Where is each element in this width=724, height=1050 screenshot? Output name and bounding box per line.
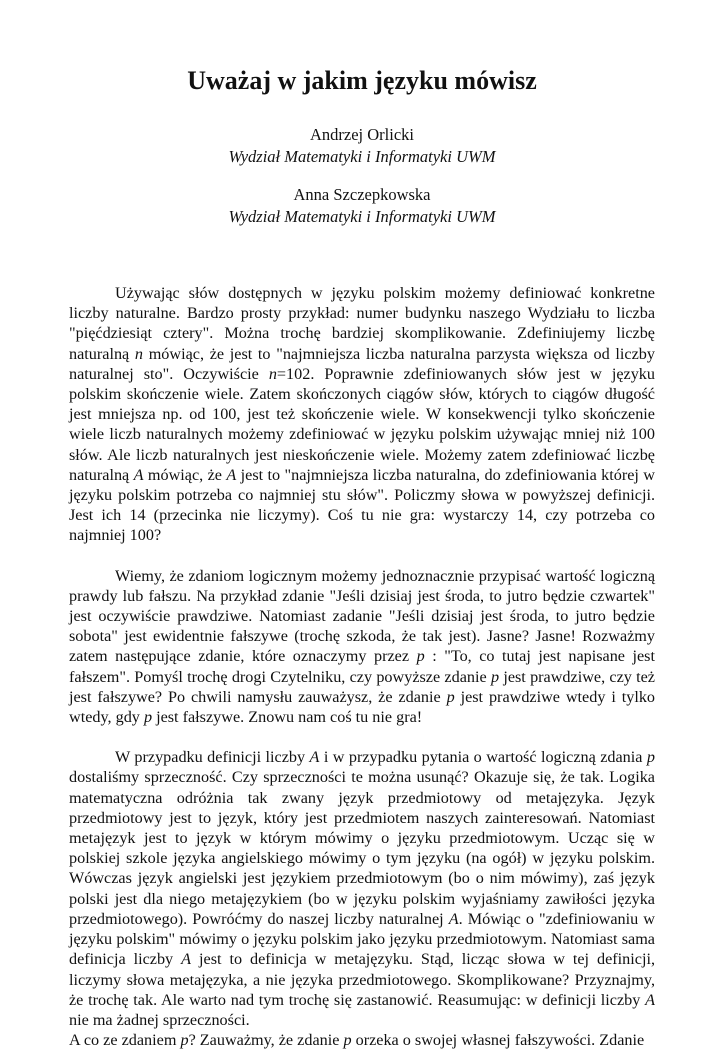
math-symbol: p xyxy=(646,748,655,767)
text-span: Używając słów dostępnych w języku polskim możemy definiować konkretne liczby naturalne. Bardzo prosty przykład: numer budynku naszego Wydziału to liczba "pięćdziesiąt cztery". Można trochę bardziej skomplikowanie. Zdefiniujemy liczbę naturalną xyxy=(69,284,655,363)
text-span: orzeka o swojej własnej fałszywości. Zdanie xyxy=(351,1031,645,1050)
text-span: =102. Poprawnie zdefiniowanych słów jest w języku polskim skończenie wiele. Zatem skończonych ciągów słów, których to ciągów długość jest mniejsza np. od 100, jest też skończenie wiele. W konsekwencji tylko skończenie wiele liczb naturalnych możemy zdefiniować w języku polskim używając mniej niż 100 słów. Ale liczb naturalnych jest nieskończenie wiele. Możemy zatem zdefiniować liczbę naturalną xyxy=(69,364,655,484)
text-span: mówiąc, że xyxy=(143,465,227,484)
text-span: jest prawdziwe wtedy i tylko wtedy, gdy xyxy=(69,687,656,727)
math-symbol: A xyxy=(133,465,144,484)
math-symbol: p xyxy=(143,708,153,727)
text-span: jest to definicja w metajęzyku. Stąd, licząc słowa w tej definicji, liczymy słowa metajęzyka, a nie języka przedmiotowego. Skomplikowane? Przyznajmy, że trochę tak. Ale warto nad tym trochę się zastanowić. Reasumując: w definicji liczby xyxy=(69,950,655,1009)
text-span: A co ze zdaniem xyxy=(69,1031,181,1050)
text-span: : "To, co tutaj jest napisane jest fałszem". Pomyśl trochę drogi Czytelniku, czy powyższe zdanie xyxy=(69,647,655,686)
text-span: i w przypadku pytania o wartość logiczną zdania xyxy=(319,748,647,767)
math-symbol: A xyxy=(309,748,320,767)
author-name: Andrzej Orlicki xyxy=(309,125,414,144)
text-span: jest to "najmniejsza liczba naturalna, do zdefiniowania której w języku polskim potrzeba co najmniej stu słów". Policzmy słowa w powyższej definicji. Jest ich 14 (przecinka nie liczymy). Coś tu nie gra: wystarczy 14, czy potrzeba co najmniej 100? xyxy=(69,465,655,545)
paragraph-2 xyxy=(69,566,655,728)
author-name: Anna Szczepkowska xyxy=(293,185,431,204)
math-symbol: p xyxy=(446,687,455,706)
math-symbol: p xyxy=(343,1031,352,1050)
paragraph-3 xyxy=(69,747,655,1030)
math-symbol: A xyxy=(645,990,655,1009)
author-affiliation: Wydział Matematyki i Informatyki UWM xyxy=(228,207,496,226)
text-span: nie ma żadnej sprzeczności. xyxy=(69,1010,250,1029)
text-span: Wiemy, że zdaniom logicznym możemy jednoznacznie przypisać wartość logiczną prawdy lub fałszu. Na przykład zdanie "Jeśli dzisiaj jest środa, to jutro będzie czwartek" jest oczywiście prawdziwe. Natomiast zadanie "Jeśli dzisiaj jest środa, to jutro będzie sobota" jest ewidentnie fałszywe (trochę szkoda, że tak jest). Jasne? Jasne! Rozważmy zatem następujące zdanie, które oznaczymy przez xyxy=(69,566,655,666)
text-span: . Mówiąc o "zdefiniowaniu w języku polskim" mówimy o języku polskim jako języku przedmiotowym. Natomiast sama definicja liczby xyxy=(69,909,655,969)
author-affiliation: Wydział Matematyki i Informatyki UWM xyxy=(228,147,496,166)
paragraph-1 xyxy=(69,283,655,546)
author-block-1 xyxy=(0,124,724,168)
math-symbol: p xyxy=(416,647,425,666)
math-symbol: p xyxy=(490,667,500,686)
text-span: W przypadku definicji liczby xyxy=(115,748,310,767)
article-body xyxy=(69,283,655,1050)
text-span: ? Zauważmy, że zdanie xyxy=(188,1031,344,1050)
math-symbol: A xyxy=(226,465,237,484)
math-symbol: p xyxy=(180,1031,189,1050)
paper-title: Uważaj w jakim języku mówisz xyxy=(187,66,537,95)
paragraph-4 xyxy=(69,1030,655,1050)
text-span: dostaliśmy sprzeczność. Czy sprzeczności te można usunąć? Okazuje się, że tak. Logika matematyczna odróżnia tak zwany język przedmiotowy od metajęzyka. Język przedmiotowy jest to język, który jest przedmiotem naszych zainteresowań. Natomiast metajęzyk jest to język w którym mówimy o języku przedmiotowym. Ucząc się w polskiej szkole języka angielskiego mówimy o tym języku (na ogół) w języku polskim. Wówczas język angielski jest językiem przedmiotowym (bo o nim mówimy), zaś język polski jest dla niego metajęzykiem (bo w języku polskim wyjaśniamy zawiłości języka przedmiotowego). Powróćmy do naszej liczby naturalnej xyxy=(69,768,655,928)
math-symbol: A xyxy=(448,909,459,928)
text-span: mówiąc, że jest to "najmniejsza liczba naturalna parzysta większa od liczby naturalnej sto". Oczywiście xyxy=(69,344,655,383)
math-symbol: n xyxy=(268,364,277,383)
author-block-2 xyxy=(0,184,724,228)
math-symbol: n xyxy=(134,344,144,363)
text-span: jest fałszywe. Znowu nam coś tu nie gra! xyxy=(152,708,423,727)
math-symbol: A xyxy=(181,950,192,969)
text-span: jest prawdziwe, czy też jest fałszywe? Po chwili namysłu zauważysz, że zdanie xyxy=(69,667,655,706)
